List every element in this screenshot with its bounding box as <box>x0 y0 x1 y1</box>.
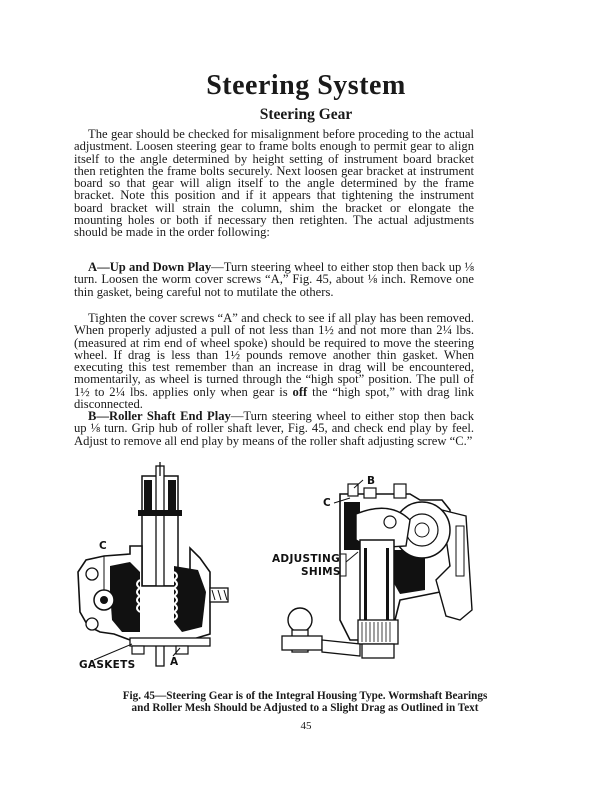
figure-caption <box>60 690 550 714</box>
label-b: B <box>367 475 376 487</box>
paragraph-tighten-screws <box>74 312 474 410</box>
paragraph-heading: B—Roller Shaft End Play <box>88 409 231 423</box>
figure-left-gear-section <box>70 462 270 682</box>
label-adjusting: ADJUSTING <box>272 553 341 565</box>
caption-line-2: and Roller Mesh Should be Adjusted to a Slight Drag as Outlined in Text <box>131 702 479 714</box>
emphasis-text: off <box>292 384 308 399</box>
page-number: 45 <box>300 720 312 732</box>
paragraph-text: —Turn steering wheel to either stop then back up ⅛ turn. Loosen the worm cover screws “A,” Fig. 45, about ⅛ inch. Remove one thin gasket, being careful not to mutilate the others. <box>74 260 474 299</box>
caption-line-1: Fig. 45—Steering Gear is of the Integral Housing Type. Wormshaft Bearings <box>122 690 488 702</box>
section-subtitle: Steering Gear <box>259 106 353 123</box>
paragraph-heading: A—Up and Down Play <box>88 260 212 274</box>
steering-gear-section-illustration <box>70 462 270 682</box>
paragraph-text: the “high spot,” with drag link disconnected. <box>74 384 474 412</box>
label-a: A <box>170 656 179 668</box>
label-shims: SHIMS <box>301 566 341 578</box>
page-title: Steering System <box>206 70 406 101</box>
label-c: C <box>99 540 108 552</box>
label-gaskets: GASKETS <box>79 659 136 671</box>
paragraph-text: The gear should be checked for misalignment before proceding to the actual adjustment. Loosen steering gear to frame bolts enough to permit gear to align itself to the angle determined by height setting of instrument board bracket then retighten the frame bolts securely. Next loosen gear bracket at instrument board so that gear will align itself to the angle determined by the frame bracket. Note this position and if it appears that tightening the instrument board bracket will strain the column, shim the bracket or elongate the mounting holes or both if necessary then retighten. The actual adjustments should be made in the order following: <box>74 127 474 240</box>
paragraph-up-down-play <box>74 261 474 298</box>
label-c: C <box>323 497 332 509</box>
figure-right-gear-housing <box>260 470 510 680</box>
paragraph-text: —Turn steering wheel to either stop then back up ⅛ turn. Grip hub of roller shaft lever, Fig. 45, and check end play by feel. Adjust to remove all end play by means of the roller shaft adjusting screw “C.” <box>74 409 474 448</box>
paragraph-roller-shaft <box>74 410 474 447</box>
paragraph-intro <box>74 128 474 239</box>
steering-gear-housing-illustration <box>260 470 510 680</box>
paragraph-text: Tighten the cover screws “A” and check to see if all play has been removed. When properly adjusted a pull of not less than 1½ and not more than 2¼ lbs. (measured at rim end of wheel spoke) should be required to move the steering wheel. If drag is less than 1½ pounds remove another thin gasket. When executing this test remember than an increase in drag will be encountered, momentarily, as wheel is turned through the “high spot” position. The pull of 1½ to 2¼ lbs. applies only when gear is <box>74 311 474 399</box>
